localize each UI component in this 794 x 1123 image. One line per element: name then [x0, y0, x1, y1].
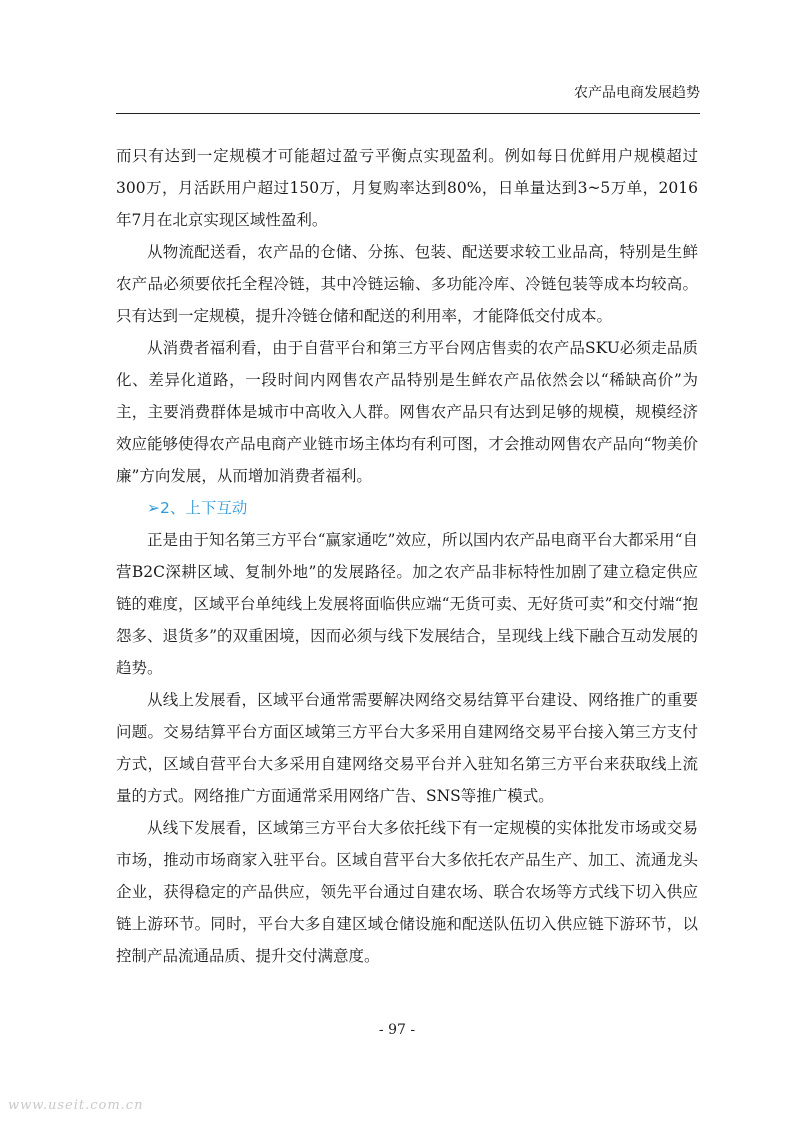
paragraph-online: 从线上发展看，区域平台通常需要解决网络交易结算平台建设、网络推广的重要问题。交易结算平台方面区域第三方平台大多采用自建网络交易平台接入第三方支付方式，区域自营平台大多采用自建网络交易平台并入驻知名第三方平台来获取线上流量的方式。网络推广方面通常采用网络广告、SNS等推广模式。: [116, 691, 698, 805]
header-rule: [116, 113, 700, 114]
paragraph-continued: 而只有达到一定规模才可能超过盈亏平衡点实现盈利。例如每日优鲜用户规模超过300万，月活跃用户超过150万，月复购率达到80%，日单量达到3~5万单，2016年7月在北京实现区域性盈利。: [116, 147, 698, 229]
paragraph-logistics: 从物流配送看，农产品的仓储、分拣、包装、配送要求较工业品高，特别是生鲜农产品必须要依托全程冷链，其中冷链运输、多功能冷库、冷链包装等成本均较高。只有达到一定规模，提升冷链仓储和配送的利用率，才能降低交付成本。: [116, 243, 698, 325]
page-body: [116, 140, 698, 972]
section-heading: ➢2、上下互动: [147, 499, 248, 517]
paragraph-consumer-welfare: 从消费者福利看，由于自营平台和第三方平台网店售卖的农产品SKU必须走品质化、差异化道路，一段时间内网售农产品特别是生鲜农产品依然会以“稀缺高价”为主，主要消费群体是城市中高收入人群。网售农产品只有达到足够的规模，规模经济效应能够使得农产品电商产业链市场主体均有利可图，才会推动网售农产品向“物美价廉”方向发展，从而增加消费者福利。: [116, 339, 698, 485]
page-number: - 97 -: [378, 1022, 416, 1038]
paragraph-interaction: 正是由于知名第三方平台“赢家通吃”效应，所以国内农产品电商平台大都采用“自营B2C深耕区域、复制外地”的发展路径。加之农产品非标特性加剧了建立稳定供应链的难度，区域平台单纯线上发展将面临供应端“无货可卖、无好货可卖”和交付端“抱怨多、退货多”的双重困境，因而必须与线下发展结合，呈现线上线下融合互动发展的趋势。: [116, 531, 698, 677]
paragraph-offline: 从线下发展看，区域第三方平台大多依托线下有一定规模的实体批发市场或交易市场，推动市场商家入驻平台。区域自营平台大多依托农产品生产、加工、流通龙头企业，获得稳定的产品供应，领先平台通过自建农场、联合农场等方式线下切入供应链上游环节。同时，平台大多自建区域仓储设施和配送队伍切入供应链下游环节，以控制产品流通品质、提升交付满意度。: [116, 819, 698, 965]
watermark: www.useit.com.cn: [8, 1098, 144, 1113]
running-header-title: 农产品电商发展趋势: [574, 85, 700, 101]
